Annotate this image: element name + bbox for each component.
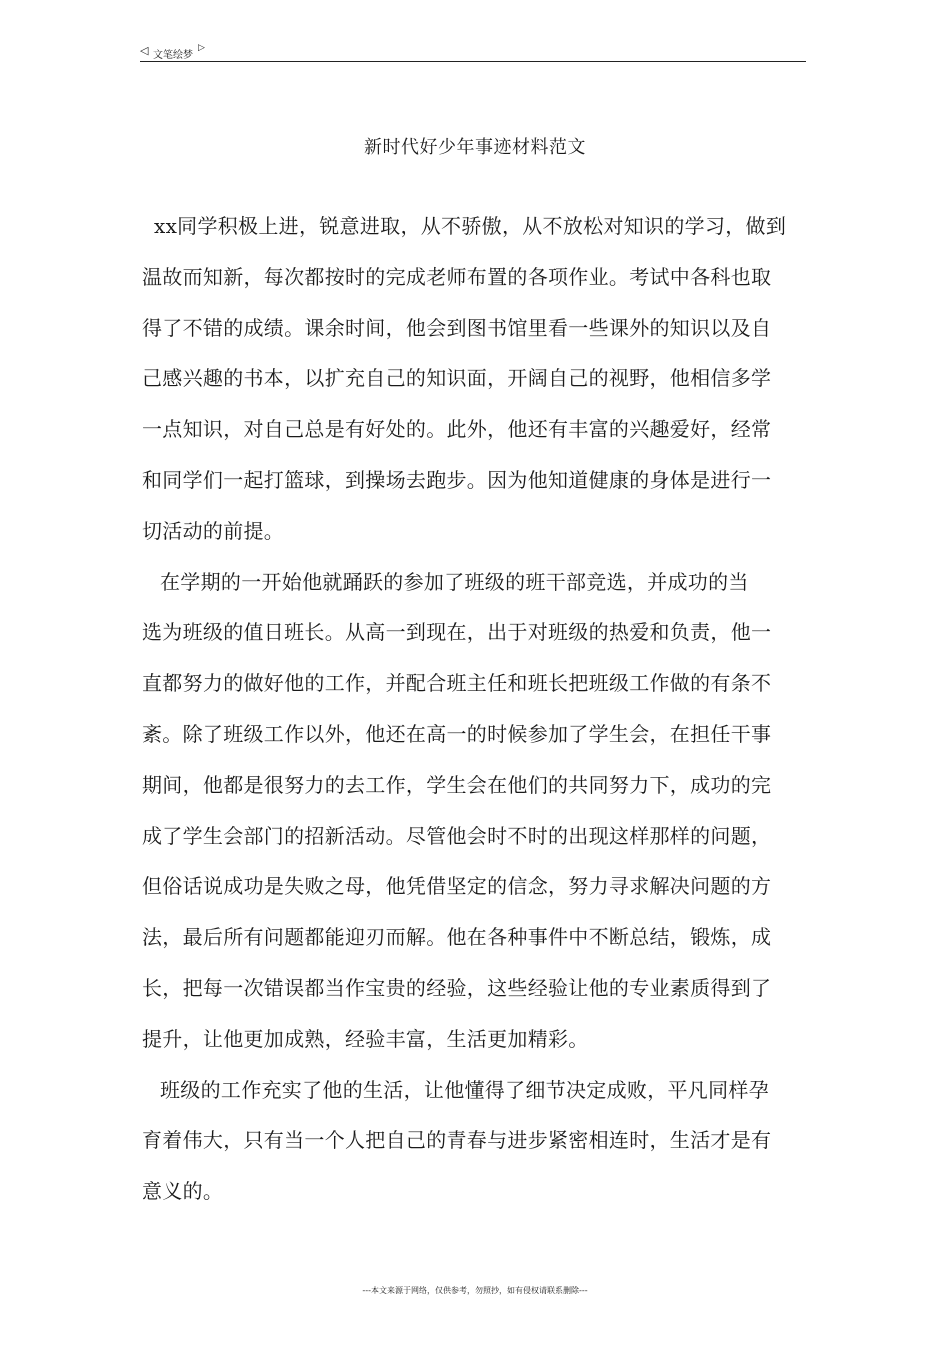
right-triangle-icon: ▷ [198, 43, 205, 53]
paragraph-1-line-4: 己感兴趣的书本，以扩充自己的知识面，开阔自己的视野，他相信多学 [142, 366, 772, 391]
paragraph-2-line-3: 直都努力的做好他的工作，并配合班主任和班长把班级工作做的有条不 [142, 671, 772, 696]
paragraph-3-line-1: 班级的工作充实了他的生活，让他懂得了细节决定成败，平凡同样孕 [160, 1077, 769, 1102]
page-header [140, 43, 806, 62]
document-body [142, 214, 812, 1230]
paragraph-3-line-2: 育着伟大，只有当一个人把自己的青春与进步紧密相连时，生活才是有 [142, 1128, 772, 1153]
paragraph-2-line-7: 但俗话说成功是失败之母，他凭借坚定的信念，努力寻求解决问题的方 [142, 874, 772, 899]
paragraph-2-line-4: 紊。除了班级工作以外，他还在高一的时候参加了学生会，在担任干事 [142, 721, 772, 746]
paragraph-1-line-3: 得了不错的成绩。课余时间，他会到图书馆里看一些课外的知识以及自 [142, 315, 772, 340]
document-title: 新时代好少年事迹材料范文 [364, 137, 586, 158]
paragraph-3-line-3: 意义的。 [142, 1179, 224, 1204]
header-brand: 文笔绘梦 [153, 50, 193, 61]
paragraph-2-line-8: 法，最后所有问题都能迎刃而解。他在各种事件中不断总结，锻炼，成 [142, 925, 772, 950]
paragraph-1-line-1: xx同学积极上进，锐意进取，从不骄傲，从不放松对知识的学习，做到 [154, 214, 787, 238]
paragraph-2-line-5: 期间，他都是很努力的去工作，学生会在他们的共同努力下，成功的完 [142, 772, 772, 797]
paragraph-2-line-2: 选为班级的值日班长。从高一到现在，出于对班级的热爱和负责，他一 [142, 620, 772, 645]
paragraph-1-line-2: 温故而知新，每次都按时的完成老师布置的各项作业。考试中各科也取 [142, 264, 772, 289]
paragraph-2-line-10: 提升，让他更加成熟，经验丰富，生活更加精彩。 [142, 1026, 589, 1051]
paragraph-2-line-6: 成了学生会部门的招新活动。尽管他会时不时的出现这样那样的问题， [142, 823, 772, 848]
paragraph-2-line-1: 在学期的一开始他就踊跃的参加了班级的班干部竞选，并成功的当 [160, 569, 749, 594]
page-footer: ---本文来源于网络，仅供参考，勿照抄，如有侵权请联系删除--- [362, 1286, 588, 1295]
paragraph-1-line-5: 一点知识，对自己总是有好处的。此外，他还有丰富的兴趣爱好，经常 [142, 417, 772, 442]
paragraph-1-line-7: 切活动的前提。 [142, 518, 285, 543]
left-triangle-icon: ◁ [140, 44, 149, 57]
paragraph-2-line-9: 长，把每一次错误都当作宝贵的经验，这些经验让他的专业素质得到了 [142, 975, 772, 1000]
paragraph-1-line-6: 和同学们一起打篮球，到操场去跑步。因为他知道健康的身体是进行一 [142, 467, 772, 492]
